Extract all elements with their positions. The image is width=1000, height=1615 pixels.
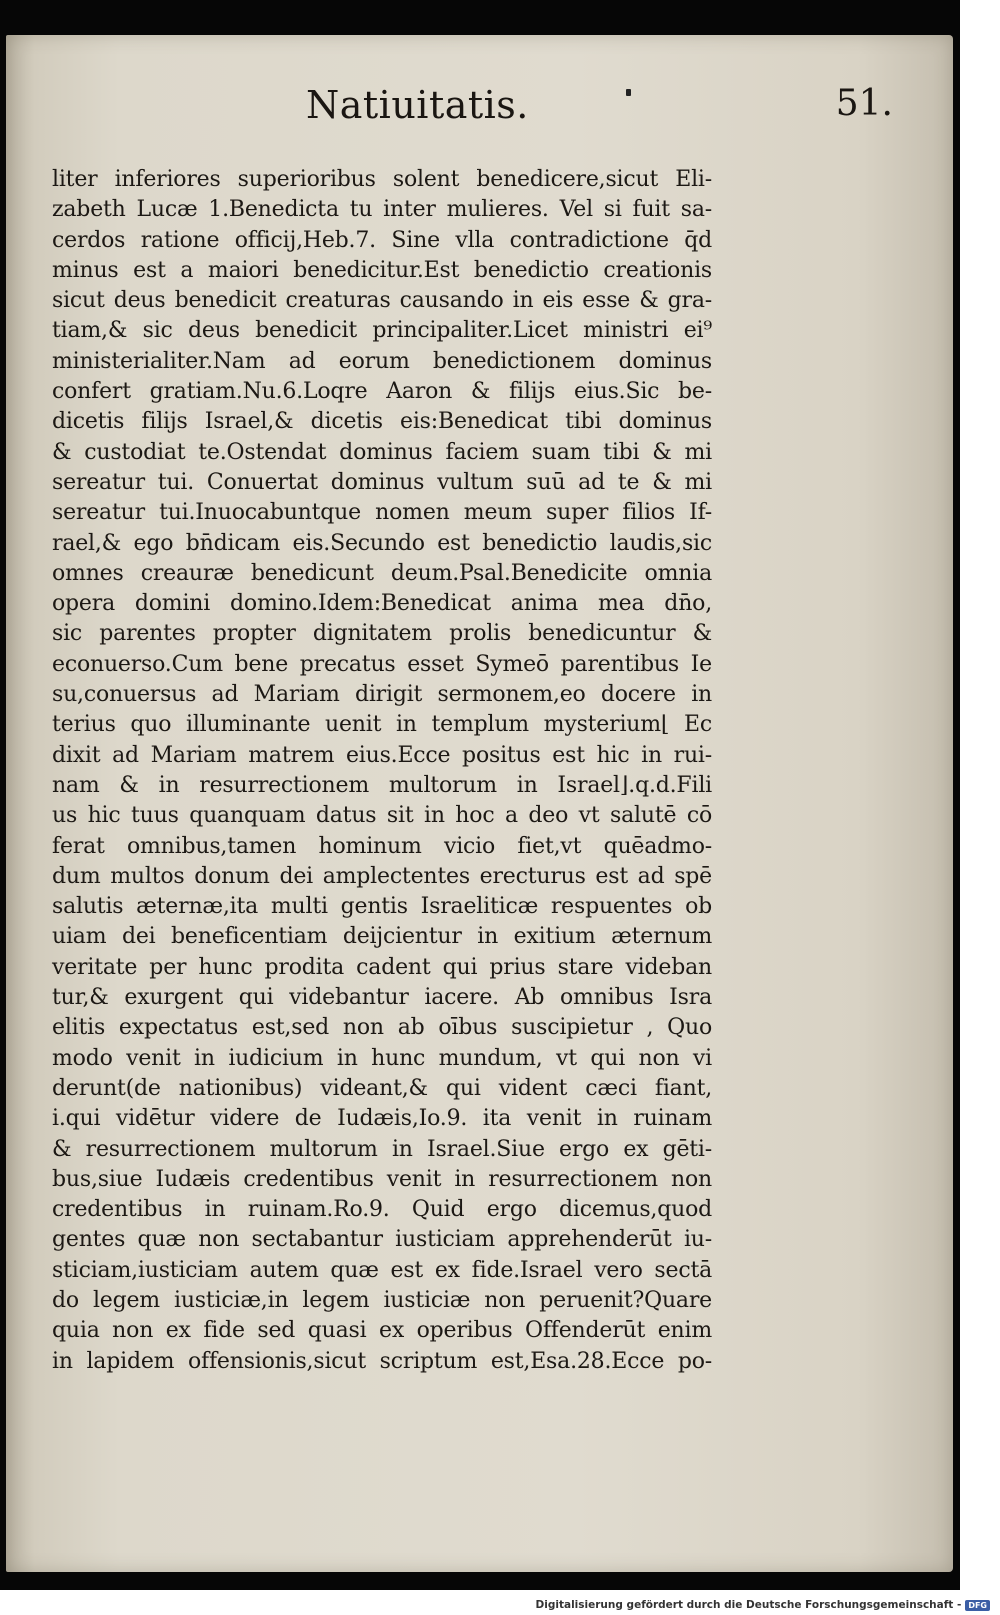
text-line: omnes creauræ benedicunt deum.Psal.Benedicite omnia bbox=[52, 560, 712, 586]
text-line: ferat omnibus,tamen hominum vicio fiet,vt quēadmo- bbox=[52, 833, 712, 859]
text-line: econuerso.Cum bene precatus esset Symeō parentibus Ie bbox=[52, 651, 712, 677]
footer-credit: Digitalisierung gefördert durch die Deutsche Forschungsgemeinschaft - bbox=[535, 1599, 962, 1611]
text-line: & resurrectionem multorum in Israel.Siue ergo ex gēti- bbox=[52, 1136, 712, 1162]
text-line: elitis expectatus est,sed non ab oībus suscipietur , Quo bbox=[52, 1015, 712, 1041]
text-line: minus est a maiori benedicitur.Est benedictio creationis bbox=[52, 257, 712, 283]
text-line: quia non ex fide sed quasi ex operibus Offenderūt enim bbox=[52, 1318, 712, 1344]
text-line: derunt(de nationibus) videant,& qui vident cæci fiant, bbox=[52, 1075, 712, 1101]
text-line: opera domini domino.Idem:Benedicat anima mea dn̄o, bbox=[52, 591, 712, 617]
footer bbox=[536, 1597, 990, 1613]
text-line: terius quo illuminante uenit in templum mysterium⌊ Ec bbox=[52, 712, 712, 738]
text-line: uiam dei beneficentiam deijcientur in exitium æternum bbox=[52, 924, 712, 950]
text-line: salutis æternæ,ita multi gentis Israeliticæ respuentes ob bbox=[52, 894, 712, 920]
text-line: sic parentes propter dignitatem prolis benedicuntur & bbox=[52, 621, 712, 647]
text-line: veritate per hunc prodita cadent qui prius stare videban bbox=[52, 954, 712, 980]
text-line: sereatur tui.Inuocabuntque nomen meum super filios If- bbox=[52, 500, 712, 526]
page-number: 51. bbox=[835, 83, 893, 124]
text-line: gentes quæ non sectabantur iusticiam apprehenderūt iu- bbox=[52, 1227, 712, 1253]
text-line: dicetis filijs Israel,& dicetis eis:Benedicat tibi dominus bbox=[52, 409, 712, 435]
text-line: sereatur tui. Conuertat dominus vultum suū ad te & mi bbox=[52, 469, 712, 495]
text-line: i.qui vidētur videre de Iudæis,Io.9. ita venit in ruinam bbox=[52, 1106, 712, 1132]
text-line: tiam,& sic deus benedicit principaliter.Licet ministri ei⁹ bbox=[52, 318, 712, 344]
text-line: cerdos ratione officij,Heb.7. Sine vlla contradictione q̄d bbox=[52, 227, 712, 253]
text-line: bus,siue Iudæis credentibus venit in resurrectionem non bbox=[52, 1166, 712, 1192]
dfg-logo: DFG bbox=[965, 1600, 990, 1611]
text-line: modo venit in iudicium in hunc mundum, vt qui non vi bbox=[52, 1045, 712, 1071]
printer-mark bbox=[626, 89, 631, 96]
text-line: zabeth Lucæ 1.Benedicta tu inter mulieres. Vel si fuit sa- bbox=[52, 197, 712, 223]
text-line: su,conuersus ad Mariam dirigit sermonem,eo docere in bbox=[52, 682, 712, 708]
text-line: credentibus in ruinam.Ro.9. Quid ergo dicemus,quod bbox=[52, 1197, 712, 1223]
body-text bbox=[52, 165, 712, 1377]
page-header bbox=[306, 83, 893, 133]
text-line: nam & in resurrectionem multorum in Israel⌋.q.d.Fili bbox=[52, 772, 712, 798]
text-line: ministerialiter.Nam ad eorum benedictionem dominus bbox=[52, 348, 712, 374]
text-line: sicut deus benedicit creaturas causando in eis esse & gra- bbox=[52, 288, 712, 314]
text-line: tur,& exurgent qui videbantur iacere. Ab omnibus Isra bbox=[52, 985, 712, 1011]
text-line: rael,& ego bn̄dicam eis.Secundo est benedictio laudis,sic bbox=[52, 530, 712, 556]
text-line: liter inferiores superioribus solent benedicere,sicut Eli- bbox=[52, 167, 712, 192]
text-line: & custodiat te.Ostendat dominus faciem suam tibi & mi bbox=[52, 439, 712, 465]
text-line: dum multos donum dei amplectentes erecturus est ad spē bbox=[52, 863, 712, 889]
text-line: sticiam,iusticiam autem quæ est ex fide.Israel vero sectā bbox=[52, 1257, 712, 1283]
text-line: us hic tuus quanquam datus sit in hoc a deo vt salutē cō bbox=[52, 803, 712, 829]
text-line: dixit ad Mariam matrem eius.Ecce positus est hic in rui- bbox=[52, 742, 712, 768]
text-line: in lapidem offensionis,sicut scriptum est,Esa.28.Ecce po- bbox=[52, 1348, 712, 1374]
book-page bbox=[6, 35, 953, 1572]
text-line: do legem iusticiæ,in legem iusticiæ non peruenit?Quare bbox=[52, 1287, 712, 1313]
running-title: Natiuitatis. bbox=[306, 83, 529, 127]
text-line: confert gratiam.Nu.6.Loqre Aaron & filijs eius.Sic be- bbox=[52, 379, 712, 405]
